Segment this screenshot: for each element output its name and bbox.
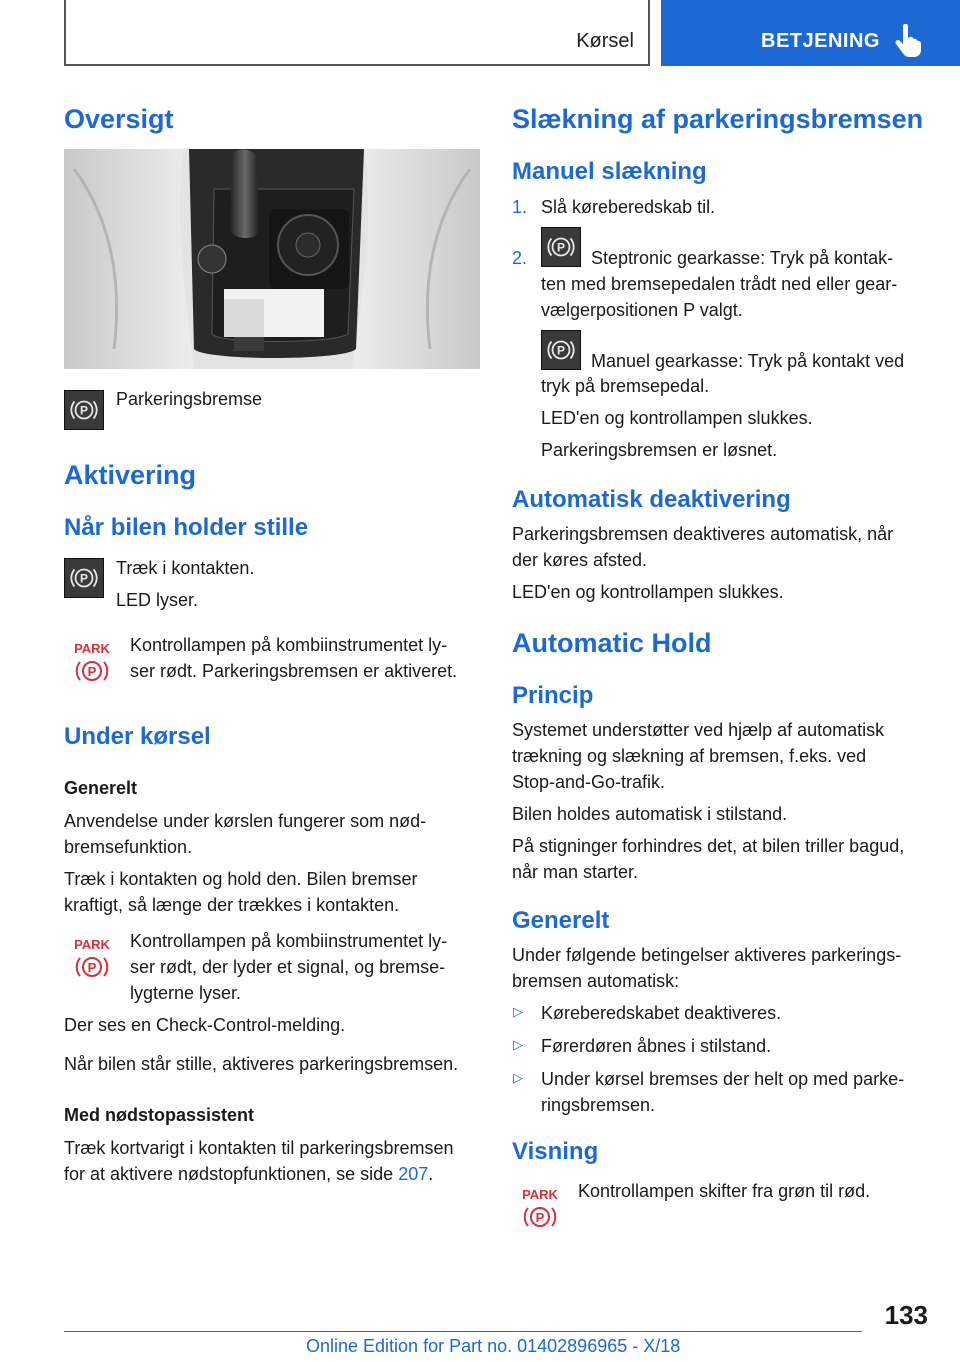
- heading-generelt: Generelt: [64, 778, 138, 798]
- paragraph: trækning og slækning af bremsen, f.eks. ved: [512, 746, 867, 766]
- paragraph: Træk kortvarigt i kontakten til parkeringsbremsen: [64, 1138, 454, 1158]
- heading-oversigt: Oversigt: [64, 104, 174, 134]
- bullet-triangle-icon: ▷: [513, 1037, 523, 1052]
- parking-brake-console-photo: [64, 149, 480, 369]
- paragraph: ser rødt, der lyder et signal, og bremse-: [130, 957, 446, 977]
- paragraph: Når bilen står stille, aktiveres parkeringsbremsen.: [64, 1054, 459, 1074]
- paragraph: der køres afsted.: [512, 550, 648, 570]
- paragraph: lygterne lyser.: [130, 983, 242, 1003]
- page-link-207[interactable]: 207: [398, 1164, 429, 1184]
- paragraph: bremsefunktion.: [64, 837, 193, 857]
- heading-princip: Princip: [512, 682, 594, 709]
- paragraph-text: .: [428, 1164, 434, 1184]
- svg-text:P: P: [535, 1210, 545, 1225]
- paragraph: Træk i kontakten.: [116, 558, 255, 578]
- header-section-title: Kørsel: [576, 30, 634, 52]
- park-warning-light-icon: [70, 936, 114, 982]
- svg-text:PARK: PARK: [74, 641, 110, 656]
- svg-text:P: P: [87, 664, 97, 679]
- header-chapter-tab[interactable]: [661, 0, 960, 66]
- heading-slaekning: Slækning af parkeringsbremsen: [512, 104, 924, 134]
- svg-text:PARK: PARK: [74, 937, 110, 952]
- step-number: 2.: [512, 248, 528, 268]
- paragraph: Bilen holdes automatisk i stilstand.: [512, 804, 788, 824]
- paragraph: Træk i kontakten og hold den. Bilen bremser: [64, 869, 418, 889]
- paragraph: Under følgende betingelser aktiveres parkerings-: [512, 945, 902, 965]
- list-item: Køreberedskabet deaktiveres.: [541, 1003, 782, 1023]
- step-text: LED'en og kontrollampen slukkes.: [541, 408, 813, 428]
- heading-under-korsel: Under kørsel: [64, 723, 211, 750]
- paragraph: kraftigt, så længe der trækkes i kontakten.: [64, 895, 400, 915]
- list-item: Under kørsel bremses der helt op med parke-: [541, 1069, 905, 1089]
- step-number: 1.: [512, 197, 528, 217]
- step-text: ten med bremsepedalen trådt ned eller gear-: [541, 274, 898, 294]
- heading-visning: Visning: [512, 1138, 599, 1165]
- bullet-triangle-icon: ▷: [513, 1070, 523, 1085]
- header-chapter-label: BETJENING: [761, 30, 880, 52]
- park-warning-light-icon: [70, 640, 114, 686]
- svg-text:PARK: PARK: [522, 1187, 558, 1202]
- svg-text:P: P: [79, 403, 89, 418]
- heading-nodstop: Med nødstopassistent: [64, 1105, 255, 1125]
- step-text: Slå køreberedskab til.: [541, 197, 716, 217]
- svg-text:P: P: [87, 960, 97, 975]
- svg-text:P: P: [556, 343, 566, 358]
- list-item: Førerdøren åbnes i stilstand.: [541, 1036, 772, 1056]
- paragraph: Der ses en Check-Control-melding.: [64, 1015, 346, 1035]
- heading-generelt-right: Generelt: [512, 907, 610, 934]
- step-text: Manuel gearkasse: Tryk på kontakt ved: [591, 351, 905, 371]
- heading-holder-stille: Når bilen holder stille: [64, 514, 309, 541]
- paragraph: Kontrollampen skifter fra grøn til rød.: [578, 1181, 871, 1201]
- bullet-triangle-icon: ▷: [513, 1004, 523, 1019]
- heading-aktivering: Aktivering: [64, 460, 197, 490]
- paragraph: LED'en og kontrollampen slukkes.: [512, 582, 784, 602]
- hand-pointer-icon: [894, 24, 924, 58]
- heading-automatisk-deaktivering: Automatisk deaktivering: [512, 486, 791, 513]
- svg-text:P: P: [556, 240, 566, 255]
- heading-manuel-slaekning: Manuel slækning: [512, 158, 707, 185]
- paragraph: når man starter.: [512, 862, 639, 882]
- page-number: 133: [884, 1300, 928, 1330]
- paragraph: Kontrollampen på kombiinstrumentet ly-: [130, 635, 448, 655]
- paragraph: Systemet understøtter ved hjælp af automatisk: [512, 720, 885, 740]
- paragraph: Anvendelse under kørslen fungerer som nød-: [64, 811, 427, 831]
- paragraph-text: for at aktivere nødstopfunktionen, se side: [64, 1164, 399, 1184]
- paragraph: Kontrollampen på kombiinstrumentet ly-: [130, 931, 448, 951]
- step-text: vælgerpositionen P valgt.: [541, 300, 743, 320]
- footer-divider: [64, 1331, 862, 1332]
- paragraph: [64, 1161, 433, 1187]
- step-text: Steptronic gearkasse: Tryk på kontak-: [591, 248, 894, 268]
- heading-automatic-hold: Automatic Hold: [512, 628, 712, 658]
- paragraph: ser rødt. Parkeringsbremsen er aktiveret.: [130, 661, 458, 681]
- step-text: tryk på bremsepedal.: [541, 376, 710, 396]
- footer-edition: Online Edition for Part no. 01402896965 - X/18: [306, 1336, 681, 1356]
- paragraph: LED lyser.: [116, 590, 199, 610]
- list-item: ringsbremsen.: [541, 1095, 656, 1115]
- header-section-box: [64, 0, 650, 66]
- park-warning-light-icon: [518, 1186, 562, 1232]
- parking-brake-switch-icon: [541, 227, 581, 267]
- paragraph: Parkeringsbremsen deaktiveres automatisk, når: [512, 524, 894, 544]
- svg-text:P: P: [79, 571, 89, 586]
- paragraph: På stigninger forhindres det, at bilen triller bagud,: [512, 836, 905, 856]
- parking-brake-switch-icon: [64, 390, 104, 430]
- paragraph: bremsen automatisk:: [512, 971, 680, 991]
- step-text: Parkeringsbremsen er løsnet.: [541, 440, 778, 460]
- parking-brake-switch-icon: [541, 330, 581, 370]
- photo-caption: Parkeringsbremse: [116, 389, 263, 409]
- parking-brake-switch-icon: [64, 558, 104, 598]
- paragraph: Stop-and-Go-trafik.: [512, 772, 666, 792]
